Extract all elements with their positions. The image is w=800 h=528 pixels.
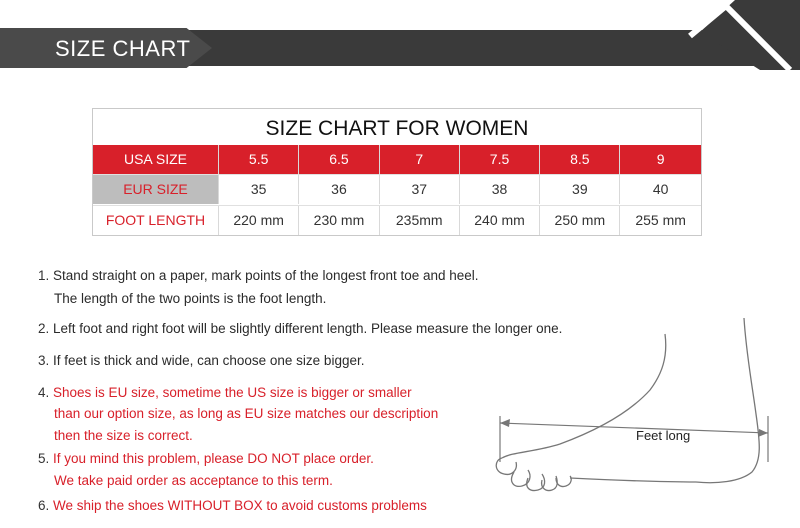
note-number: 2. bbox=[38, 321, 50, 336]
note-5 bbox=[38, 451, 374, 466]
note-text: If feet is thick and wide, can choose one size bigger. bbox=[53, 353, 365, 368]
table-cell: 7 bbox=[380, 145, 460, 174]
table-row-usa-size bbox=[93, 145, 701, 174]
table-cell: 39 bbox=[540, 175, 620, 204]
table-cell: 38 bbox=[460, 175, 540, 204]
note-text: Left foot and right foot will be slightly different length. Please measure the longer one. bbox=[53, 321, 563, 336]
page-title: SIZE CHART bbox=[55, 36, 191, 61]
note-number: 4. bbox=[38, 385, 50, 400]
table-row-eur-size bbox=[93, 174, 701, 204]
row-header-eur: EUR SIZE bbox=[93, 175, 219, 204]
note-1 bbox=[38, 268, 479, 283]
table-cell: 255 mm bbox=[635, 212, 686, 228]
note-3 bbox=[38, 353, 364, 368]
table-cell: 240 mm bbox=[460, 206, 540, 235]
note-text: If you mind this problem, please DO NOT place order. bbox=[53, 451, 374, 466]
note-text: We ship the shoes WITHOUT BOX to avoid customs problems bbox=[53, 498, 427, 513]
note-text: Shoes is EU size, sometime the US size is bigger or smaller bbox=[53, 385, 412, 400]
table-cell: 6.5 bbox=[299, 145, 379, 174]
note-text: Stand straight on a paper, mark points of the longest front toe and heel. bbox=[53, 268, 479, 283]
note-number: 1. bbox=[38, 268, 50, 283]
table-cell: 220 mm bbox=[219, 206, 299, 235]
note-number: 5. bbox=[38, 451, 50, 466]
foot-outline-illustration bbox=[490, 312, 790, 528]
note-5-line-2: We take paid order as acceptance to this term. bbox=[54, 473, 333, 488]
note-number: 6. bbox=[38, 498, 50, 513]
size-table bbox=[92, 108, 702, 236]
table-cell: 8.5 bbox=[540, 145, 620, 174]
table-cell: 5.5 bbox=[219, 145, 299, 174]
note-4-line-2: than our option size, as long as EU size matches our description bbox=[54, 406, 439, 421]
note-2 bbox=[38, 321, 562, 336]
table-cell: 230 mm bbox=[299, 206, 379, 235]
note-4-line-3: then the size is correct. bbox=[54, 428, 193, 443]
table-cell: 37 bbox=[380, 175, 460, 204]
table-cell: 40 bbox=[652, 181, 669, 197]
table-cell: 35 bbox=[219, 175, 299, 204]
note-4 bbox=[38, 385, 412, 400]
row-header-usa: USA SIZE bbox=[93, 145, 219, 174]
feet-long-label: Feet long bbox=[636, 428, 691, 443]
table-row-foot-length bbox=[93, 205, 701, 235]
table-cell: 9 bbox=[656, 151, 665, 167]
note-6 bbox=[38, 498, 427, 513]
table-cell: 36 bbox=[299, 175, 379, 204]
note-1-line-2: The length of the two points is the foot length. bbox=[54, 291, 327, 306]
table-cell: 250 mm bbox=[540, 206, 620, 235]
row-header-foot-length: FOOT LENGTH bbox=[93, 206, 219, 235]
table-cell: 7.5 bbox=[460, 145, 540, 174]
corner-decoration bbox=[630, 0, 800, 70]
note-number: 3. bbox=[38, 353, 50, 368]
table-title: SIZE CHART FOR WOMEN bbox=[265, 117, 529, 140]
table-cell: 235mm bbox=[380, 206, 460, 235]
